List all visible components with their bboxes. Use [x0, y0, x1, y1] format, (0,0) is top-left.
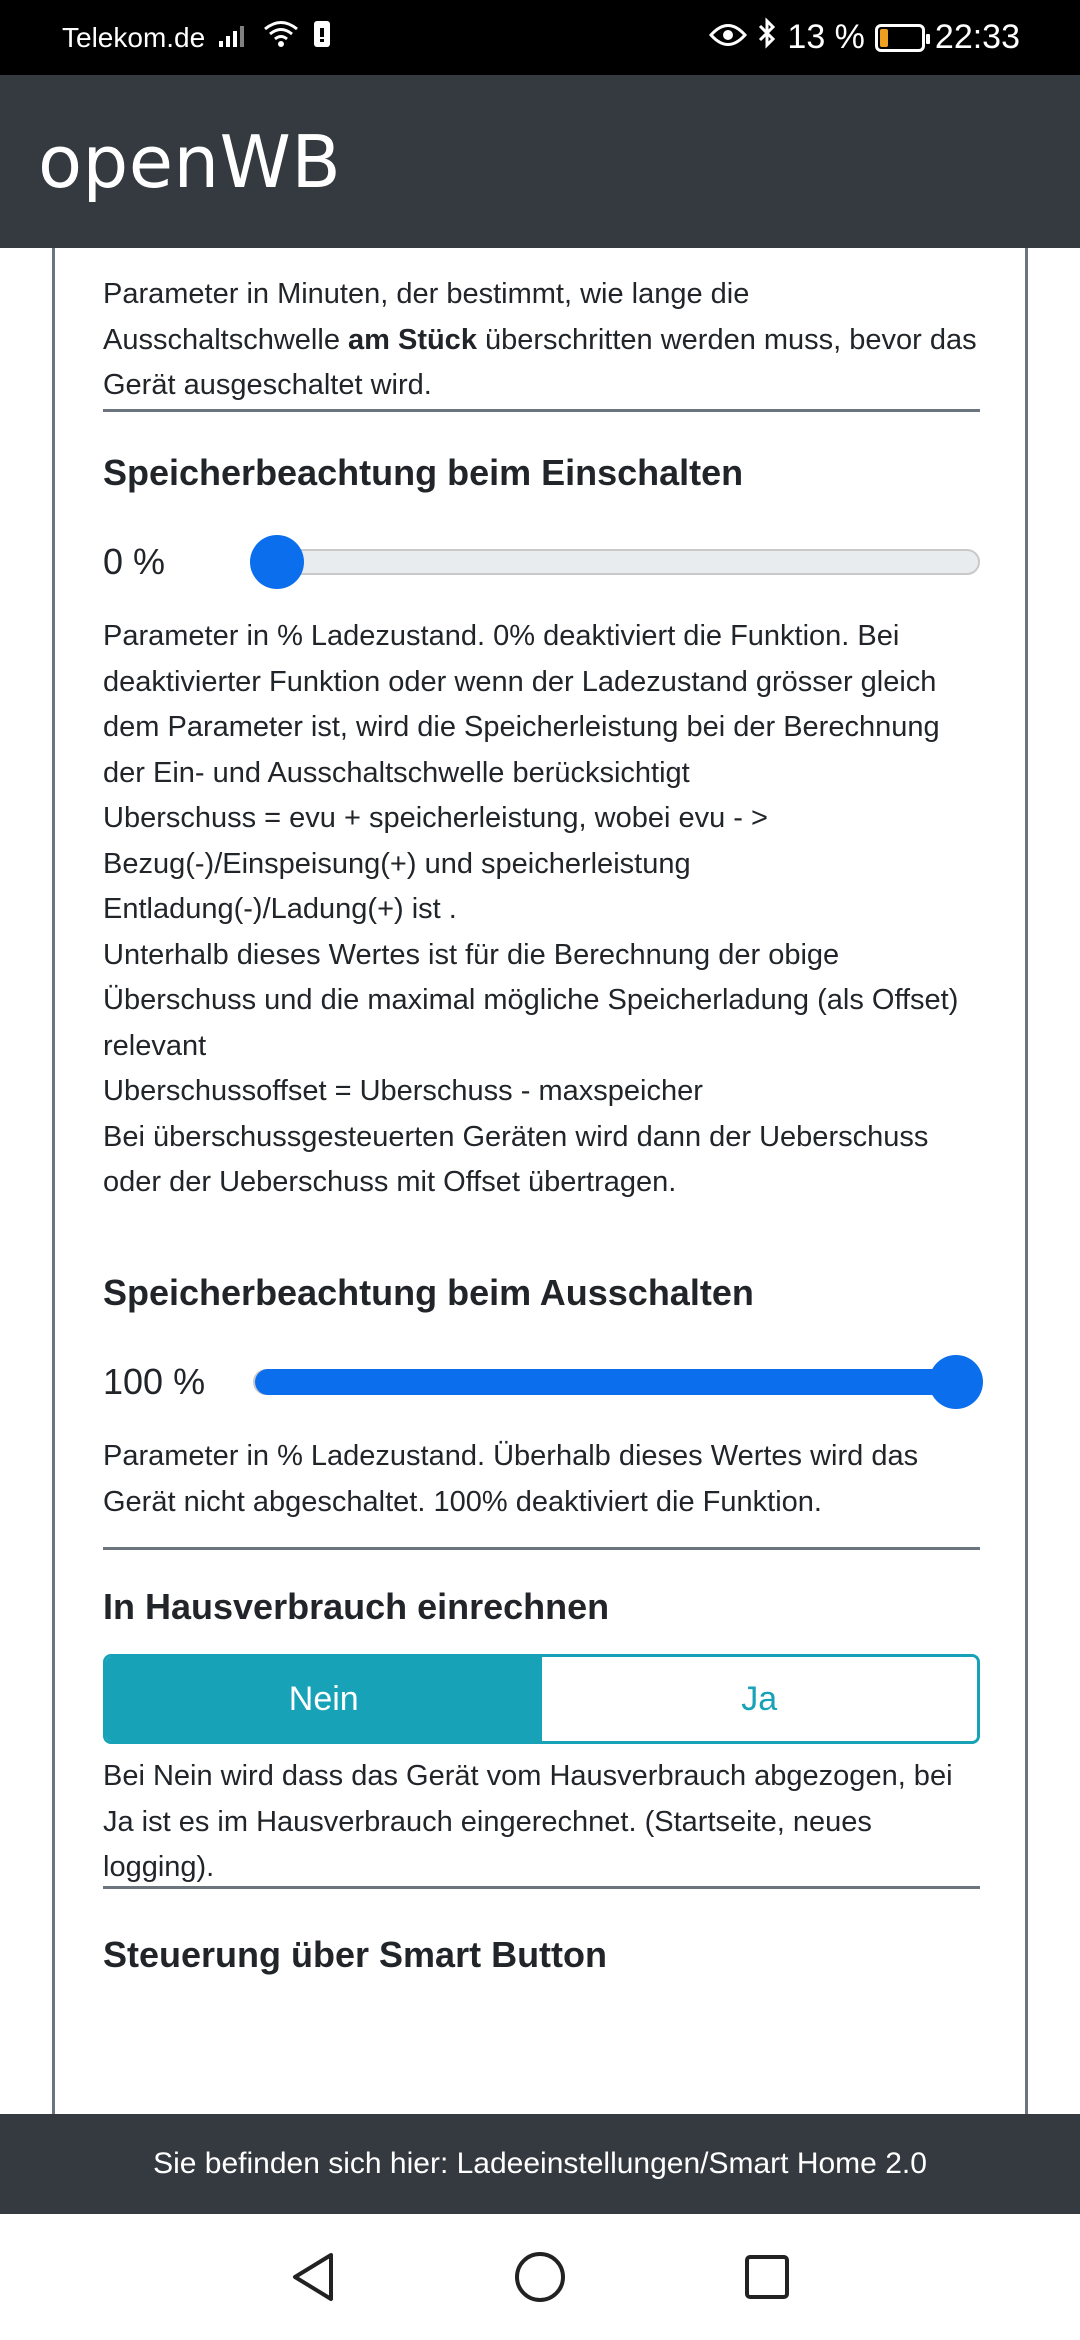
recents-icon[interactable]: [737, 2247, 797, 2307]
app-header: [0, 75, 1080, 248]
eye-icon: [709, 18, 747, 57]
app-title[interactable]: openWB: [38, 119, 342, 204]
location-text: Sie befinden sich hier: Ladeeinstellungen/Smart Home 2.0: [153, 2147, 927, 2180]
battery-icon: [875, 24, 925, 52]
location-footer: [0, 2114, 1080, 2214]
battery-percent: 13 %: [787, 18, 865, 56]
storage-on-description: [103, 614, 980, 1206]
description-line: Uberschuss = evu + speicherleistung, wobei evu - > Bezug(-)/Einspeisung(+) und speicherleistung Entladung(-)/Ladung(+) ist .: [103, 802, 768, 925]
signal-icon: [219, 22, 249, 54]
divider: [103, 1547, 980, 1550]
carrier-label: Telekom.de: [62, 21, 206, 53]
description-line: Bei überschussgesteuerten Geräten wird dann der Ueberschuss oder der Ueberschuss mit Offset übertragen.: [103, 1120, 929, 1198]
status-bar-left: [62, 20, 331, 55]
wifi-icon: [263, 20, 299, 55]
house-consumption-description: Bei Nein wird dass das Gerät vom Hausverbrauch abgezogen, bei Ja ist es im Hausverbrauch eingerechnet. (Startseite, neues logging).: [103, 1760, 953, 1883]
storage-off-value: 100 %: [103, 1361, 206, 1402]
slider-thumb[interactable]: [250, 535, 304, 589]
storage-on-slider-row: [103, 532, 980, 592]
divider: [103, 409, 980, 412]
bluetooth-icon: [757, 17, 777, 58]
home-icon[interactable]: [510, 2247, 570, 2307]
prev-description: Parameter in Minuten, der bestimmt, wie lange die Ausschaltschwelle am Stück überschritten werden muss, bevor das Gerät ausgeschaltet wird.: [103, 278, 977, 401]
back-icon[interactable]: [283, 2247, 343, 2307]
slider-thumb[interactable]: [929, 1355, 983, 1409]
storage-off-heading: Speicherbeachtung beim Ausschalten: [103, 1272, 754, 1313]
status-bar: [0, 0, 1080, 75]
description-line: Parameter in % Ladezustand. 0% deaktiviert die Funktion. Bei deaktivierter Funktion oder wenn der Ladezustand grösser gleich dem Parameter ist, wird die Speicherleistung bei der Berechnung der Ein- und Ausschaltschwelle berücksichtigt: [103, 620, 940, 789]
divider: [103, 1886, 980, 1889]
house-consumption-heading: In Hausverbrauch einrechnen: [103, 1586, 610, 1627]
slider-fill: [255, 1369, 956, 1395]
storage-on-slider[interactable]: [253, 549, 980, 575]
description-line: Uberschussoffset = Uberschuss - maxspeicher: [103, 1075, 703, 1107]
description-line: Unterhalb dieses Wertes ist für die Berechnung der obige Überschuss und die maximal mögliche Speicherladung (als Offset) relevant: [103, 938, 959, 1062]
storage-on-heading: Speicherbeachtung beim Einschalten: [103, 452, 744, 493]
storage-off-slider-row: [103, 1352, 980, 1412]
house-consumption-toggle: [103, 1654, 980, 1744]
system-nav-bar: [0, 2214, 1080, 2340]
storage-off-slider[interactable]: [253, 1369, 980, 1395]
storage-off-description: Parameter in % Ladezustand. Überhalb dieses Wertes wird das Gerät nicht abgeschaltet. 100% deaktiviert die Funktion.: [103, 1440, 919, 1518]
option-nein-button[interactable]: Nein: [106, 1657, 542, 1741]
clock: 22:33: [934, 18, 1020, 56]
status-bar-right: [709, 17, 1020, 58]
option-ja-button[interactable]: Ja: [542, 1657, 978, 1741]
smart-button-heading: Steuerung über Smart Button: [103, 1934, 608, 1975]
settings-content[interactable]: [0, 248, 1080, 2114]
sim-icon: [313, 20, 331, 55]
storage-on-value: 0 %: [103, 541, 166, 582]
settings-card: [52, 248, 1028, 2114]
